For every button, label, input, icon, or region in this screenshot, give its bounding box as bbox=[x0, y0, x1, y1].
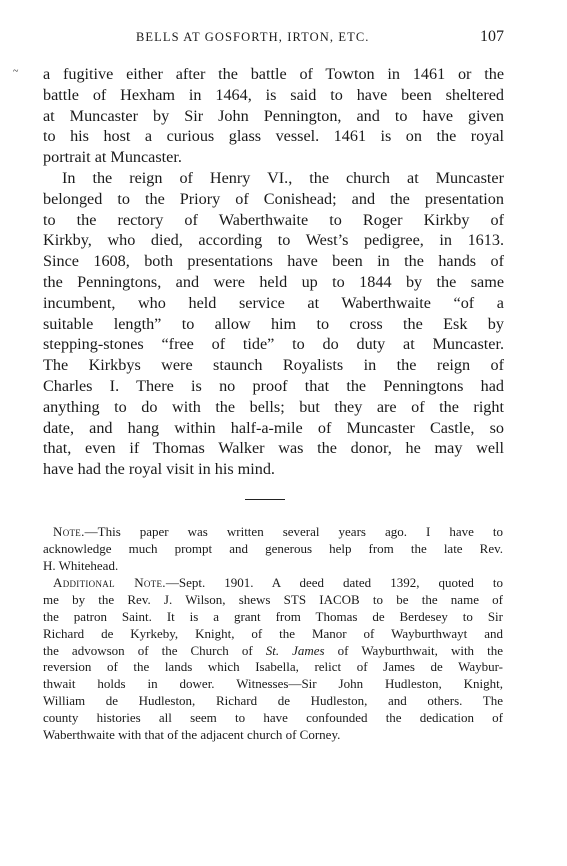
note-line bbox=[43, 524, 503, 541]
additional-note-text: —Sept. 1901. A deed dated 1392, quoted to bbox=[165, 575, 503, 591]
note-line: H. Whitehead. bbox=[43, 557, 119, 573]
body-line: Kirkby, who died, according to West’s pedigree, in 1613. bbox=[43, 231, 504, 250]
body-line: anything to do with the bells; but they are of the right bbox=[43, 397, 504, 416]
additional-note-line bbox=[43, 575, 503, 592]
body-line: date, and hang within half-a-mile of Muncaster Castle, so bbox=[43, 418, 504, 437]
body-line: to the rectory of Waberthwaite to Roger Kirkby of bbox=[43, 210, 504, 229]
body-line: stepping-stones “free of tide” to do duty at Muncaster. bbox=[43, 335, 504, 354]
body-line: the Penningtons, and were held up to 1844 by the same bbox=[43, 272, 504, 291]
footnotes bbox=[43, 524, 503, 743]
church-text-before: the advowson of the Church of bbox=[43, 642, 266, 658]
running-head bbox=[44, 28, 504, 50]
note-text: —This paper was written several years ago. I have to bbox=[84, 524, 503, 539]
additional-note-line: reversion of the lands which Isabella, relict of James de Waybur- bbox=[43, 659, 503, 675]
church-name-italic: St. James bbox=[265, 642, 325, 658]
additional-note-label: Additional Note. bbox=[53, 575, 166, 591]
body-line: have had the royal visit in his mind. bbox=[43, 460, 275, 479]
additional-note-line: William de Hudleston, Richard de Hudleston, and others. The bbox=[43, 692, 503, 708]
additional-note-line: the patron Saint. It is a grant from Thomas de Berdesey to Sir bbox=[43, 608, 503, 624]
additional-note-line: Richard de Kyrkeby, Knight, of the Manor of Wayburthwayt and bbox=[43, 625, 503, 641]
body-line: belonged to the Priory of Conishead; and the presentation bbox=[43, 189, 504, 208]
section-divider bbox=[245, 499, 285, 500]
body-line: at Muncaster by Sir John Pennington, and to have given bbox=[43, 106, 504, 125]
church-text-after: of Wayburthwait, with the bbox=[324, 642, 503, 658]
body-line: Since 1608, both presentations have been in the hands of bbox=[43, 252, 504, 271]
note-line: acknowledge much prompt and generous help from the late Rev. bbox=[43, 540, 503, 556]
main-text bbox=[43, 64, 504, 480]
additional-note-line: Waberthwaite with that of the adjacent church of Corney. bbox=[43, 726, 341, 742]
page-number: 107 bbox=[480, 28, 504, 45]
body-line: a fugitive either after the battle of Towton in 1461 or the bbox=[43, 65, 504, 83]
additional-note-line bbox=[43, 643, 503, 660]
body-line: incumbent, who held service at Waberthwaite “of a bbox=[43, 293, 504, 312]
note-label: Note. bbox=[53, 524, 85, 539]
body-line: Charles I. There is no proof that the Penningtons had bbox=[43, 376, 504, 395]
body-line: In the reign of Henry VI., the church at Muncaster bbox=[62, 168, 504, 187]
body-line: to his host a curious glass vessel. 1461 is on the royal bbox=[43, 127, 504, 146]
additional-note-line: me by the Rev. J. Wilson, shews STS IACOB to be the name of bbox=[43, 592, 503, 608]
margin-mark: ~ bbox=[13, 66, 19, 77]
additional-note-line: thwait holds in dower. Witnesses—Sir John Hudleston, Knight, bbox=[43, 676, 503, 692]
body-line: portrait at Muncaster. bbox=[43, 148, 182, 167]
body-line: The Kirkbys were staunch Royalists in the reign of bbox=[43, 356, 504, 375]
additional-note-line: county histories all seem to have confounded the dedication of bbox=[43, 709, 503, 725]
running-title: BELLS AT GOSFORTH, IRTON, ETC. bbox=[136, 30, 370, 44]
body-line: suitable length” to allow him to cross the Esk by bbox=[43, 314, 504, 333]
body-line: battle of Hexham in 1464, is said to have been sheltered bbox=[43, 85, 504, 104]
body-line: that, even if Thomas Walker was the donor, he may well bbox=[43, 439, 504, 458]
